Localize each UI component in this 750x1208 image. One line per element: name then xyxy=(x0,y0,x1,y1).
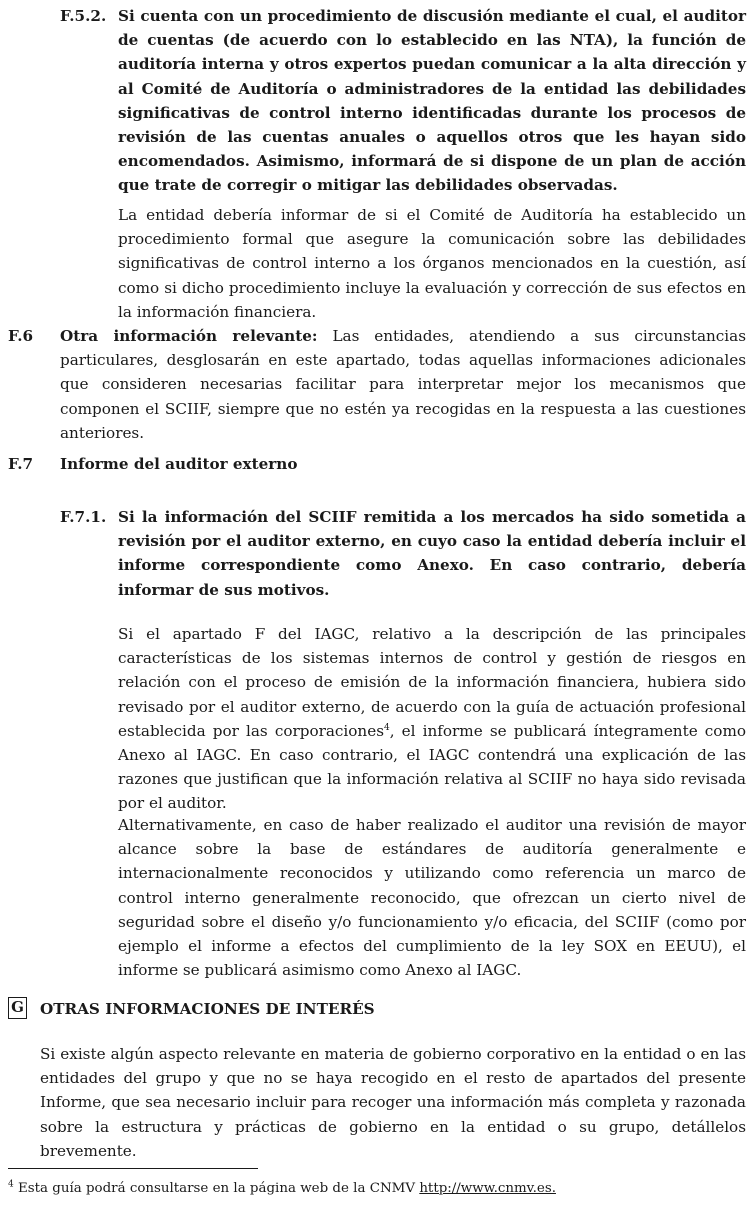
section-number-f52: F.5.2. xyxy=(60,7,107,25)
f71-para1-before: Si el apartado F del IAGC, relativo a la descripción de las principales características de los sistemas internos de control y gestión de riesgos en relación con el proceso de emisión de la información financiera, hubiera sido revisado por el auditor externo, de acuerdo con la guía de actuación profesional establecida por las corporaciones xyxy=(118,625,746,740)
f6-paragraph xyxy=(60,324,746,445)
section-number-f7: F.7 xyxy=(8,455,34,473)
section-number-f6: F.6 xyxy=(8,327,34,345)
g-paragraph: Si existe algún aspecto relevante en materia de gobierno corporativo en la entidad o en las entidades del grupo y que no se haya recogido en el resto de apartados del presente Informe, que sea necesario incluir para recoger una información más completa y razonada sobre la estructura y prácticas de gobierno en la entidad o su grupo, detállelos brevemente. xyxy=(40,1045,746,1160)
f7-title: Informe del auditor externo xyxy=(60,455,298,473)
footnote-reference[interactable]: 4 xyxy=(384,722,390,733)
f52-guidance: La entidad debería informar de si el Comité de Auditoría ha establecido un procedimiento formal que asegure la comunicación sobre las debilidades significativas de control interno a los órganos mencionados en la cuestión, así como si dicho procedimiento incluye la evaluación y corrección de sus efectos en la información financiera. xyxy=(118,206,746,321)
section-number-f71: F.7.1. xyxy=(60,508,107,526)
f6-text: Las entidades, atendiendo a sus circunstancias particulares, desglosarán en este apartado, todas aquellas informaciones adicionales que consideren necesarias facilitar para interpretar mejor los mecanismos que componen el SCIIF, siempre que no estén ya recogidas en la respuesta a las cuestiones anteriores. xyxy=(60,327,746,442)
footnote-mark: 4 xyxy=(8,1179,14,1190)
f6-title: Otra información relevante: xyxy=(60,327,318,345)
f71-question: Si la información del SCIIF remitida a los mercados ha sido sometida a revisión por el auditor externo, en cuyo caso la entidad debería incluir el informe correspondiente como Anexo. En caso contrario, debería informar de sus motivos. xyxy=(118,508,746,599)
f71-paragraph-2: Alternativamente, en caso de haber realizado el auditor una revisión de mayor alcance sobre la base de estándares de auditoría generalmente e internacionalmente reconocidos y utilizando como referencia un marco de control interno generalmente reconocido, que ofrezcan un cierto nivel de seguridad sobre el diseño y/o funcionamiento y/o eficacia, del SCIIF (como por ejemplo el informe a efectos del cumplimiento de la ley SOX en EEUU), el informe se publicará asimismo como Anexo al IAGC. xyxy=(118,816,746,980)
footnote-separator xyxy=(8,1168,258,1169)
f71-para1-after: , el informe se publicará íntegramente como Anexo al IAGC. En caso contrario, el IAGC contendrá una explicación de las razones que justifican que la información relativa al SCIIF no haya sido revisada por el auditor. xyxy=(118,721,746,813)
footnote xyxy=(8,1180,556,1198)
f52-question: Si cuenta con un procedimiento de discusión mediante el cual, el auditor de cuentas (de acuerdo con lo establecido en las NTA), la función de auditoría interna y otros expertos puedan comunicar a la alta dirección y al Comité de Auditoría o administradores de la entidad las debilidades significativas de control interno identificadas durante los procesos de revisión de las cuentas anuales o aquellos otros que les hayan sido encomendados. Asimismo, informará de si dispone de un plan de acción que trate de corregir o mitigar las debilidades observadas. xyxy=(118,7,746,195)
footnote-text: Esta guía podrá consultarse en la página web de la CNMV xyxy=(13,1181,420,1196)
f71-paragraph-1 xyxy=(118,622,746,816)
section-letter-g: G xyxy=(8,997,27,1019)
g-title: OTRAS INFORMACIONES DE INTERÉS xyxy=(40,1000,375,1018)
cnmv-link[interactable]: http://www.cnmv.es. xyxy=(419,1181,556,1196)
